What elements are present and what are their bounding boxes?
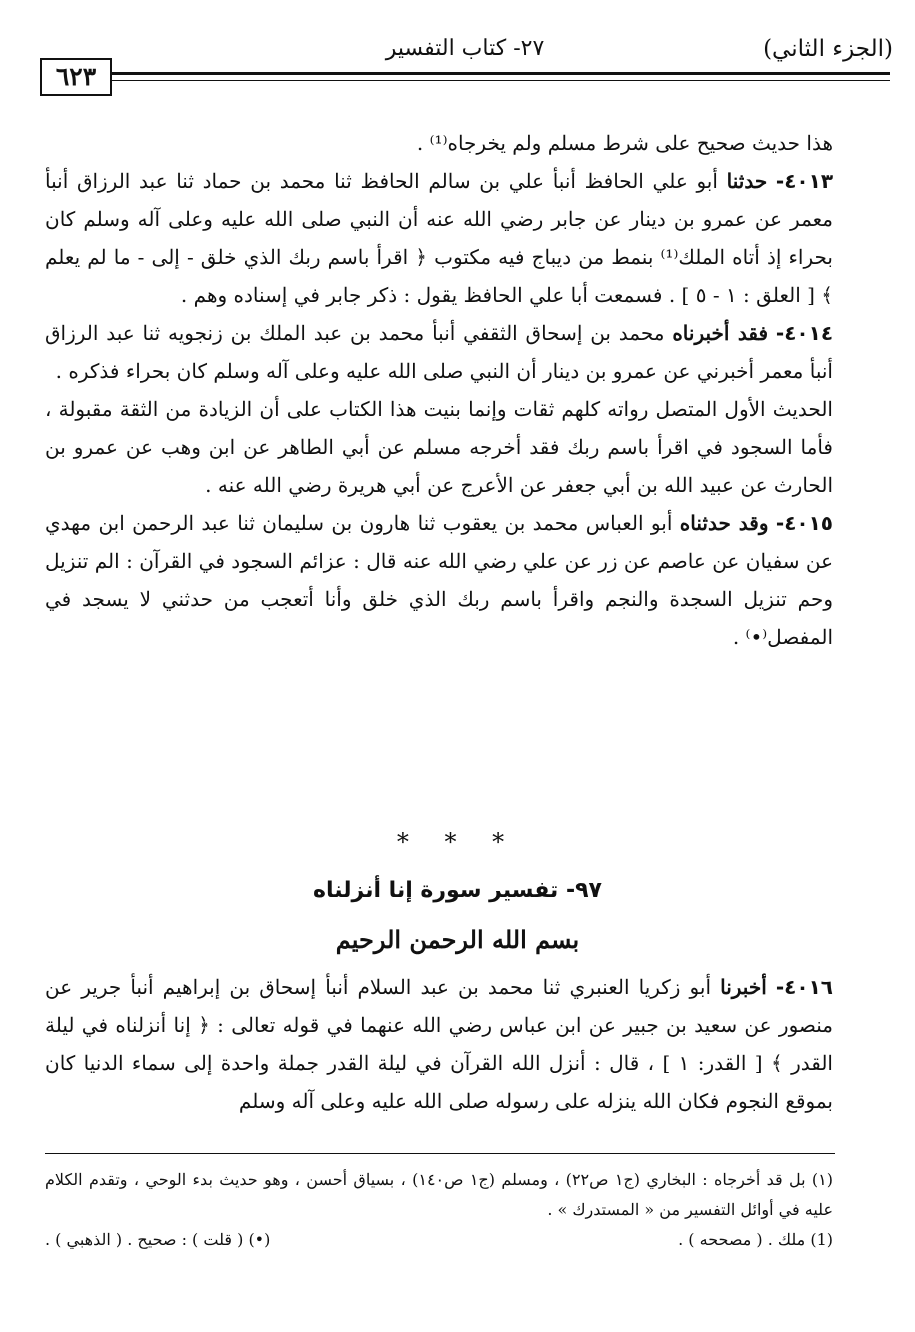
- footnote-1: (١) بل قد أخرجاه : البخاري (ج١ ص٢٢) ، ومسلم (ج١ ص١٤٠) ، بسياق أحسن ، وهو حديث بدء الوحي ، وتقدم الكلام عليه في أوائل التفسير من « المستدرك » .: [45, 1170, 834, 1219]
- footnotes: [45, 1165, 833, 1255]
- hadith-text: محمد بن إسحاق الثقفي أنبأ محمد بن عبد الملك بن زنجويه ثنا عبد الرزاق أنبأ معمر أخبرني عن عمرو بن دينار أن النبي صلى الله عليه وعلى آله وسلم كان بحراء فذكره .: [45, 321, 833, 383]
- page-number: ٦٢٣: [55, 62, 97, 91]
- main-text-top: [45, 124, 833, 656]
- hadith-keyword: فقد أخبرناه: [672, 321, 769, 345]
- basmala: بسم الله الرحمن الرحيم: [335, 925, 580, 954]
- footnote-rule: [45, 1153, 835, 1154]
- main-text-bottom: [45, 968, 833, 1120]
- hadith-4016: [45, 968, 833, 1120]
- hadith-number: ٤٠١٥-: [775, 511, 834, 535]
- section-title: ٩٧- تفسير سورة إنا أنزلناه: [313, 878, 602, 903]
- hadith-4013: [45, 162, 833, 314]
- page-number-box: [40, 58, 112, 96]
- hadith-keyword: وقد حدثناه: [679, 511, 769, 535]
- footnote-row: [45, 1225, 833, 1255]
- hadith-keyword: أخبرنا: [720, 975, 767, 999]
- hadith-keyword: حدثنا: [726, 169, 768, 193]
- footnote-3: (•) ( قلت ) : صحيح . ( الذهبي ) .: [45, 1230, 271, 1249]
- hadith-number: ٤٠١٤-: [775, 321, 834, 345]
- footnote-2: (1) ملك . ( مصححه ) .: [678, 1230, 833, 1249]
- section-separator: * * *: [396, 828, 519, 856]
- header-rule-thin: [110, 80, 890, 81]
- commentary-paragraph: الحديث الأول المتصل رواته كلهم ثقات وإنما بنيت هذا الكتاب على أن الزيادة من الثقة مقبولة ، فأما السجود في اقرأ باسم ربك فقد أخرجه مسلم عن أبي الطاهر عن ابن وهب عن عمرو بن الحارث عن عبيد الله بن أبي جعفر عن الأعرج عن أبي هريرة رضي الله عنه .: [45, 397, 833, 497]
- hadith-4014: [45, 314, 833, 390]
- hadith-4015: [45, 504, 833, 656]
- hadith-text: أبو زكريا العنبري ثنا محمد بن عبد السلام أنبأ إسحاق بن إبراهيم أنبأ جرير عن منصور عن سعيد بن جبير عن ابن عباس رضي الله عنهما في قوله تعالى : ﴿ إنا أنزلناه في ليلة القدر ﴾ [ القدر: ١ ] ، قال : أنزل الله القرآن في ليلة القدر جملة واحدة إلى سماء الدنيا كان بموقع النجوم فكان الله ينزله على رسوله صلى الله عليه وعلى آله وسلم: [45, 975, 833, 1113]
- hadith-text: أبو علي الحافظ أنبأ علي بن سالم الحافظ ثنا محمد بن حماد ثنا عبد الرزاق أنبأ معمر عن عمرو بن دينار عن جابر رضي الله عنه أن النبي صلى الله عليه وعلى آله وسلم كان بحراء إذ أتاه الملك⁽¹⁾ بنمط من ديباج فيه مكتوب ﴿ اقرأ باسم ربك الذي خلق - إلى - ما لم يعلم ﴾ [ العلق : ١ - ٥ ] . فسمعت أبا علي الحافظ يقول : ذكر جابر في إسناده وهم .: [45, 169, 834, 307]
- header-rule-thick: [110, 72, 890, 75]
- volume-label: (الجزء الثاني): [763, 36, 893, 62]
- hadith-number: ٤٠١٣-: [775, 169, 834, 193]
- hadith-text: أبو العباس محمد بن يعقوب ثنا هارون بن سليمان ثنا عبد الرحمن ابن مهدي عن سفيان عن عاصم عن زر عن علي رضي الله عنه قال : عزائم السجود في القرآن : الم تنزيل وحم تنزيل السجدة والنجم واقرأ باسم ربك الذي خلق وأنا أتعجب من حدثني لا يسجد في المفصل⁽•⁾ .: [45, 511, 833, 649]
- chapter-title: ٢٧- كتاب التفسير: [385, 36, 545, 61]
- intro-line: هذا حديث صحيح على شرط مسلم ولم يخرجاه⁽¹⁾ .: [416, 131, 833, 155]
- hadith-number: ٤٠١٦-: [775, 975, 833, 999]
